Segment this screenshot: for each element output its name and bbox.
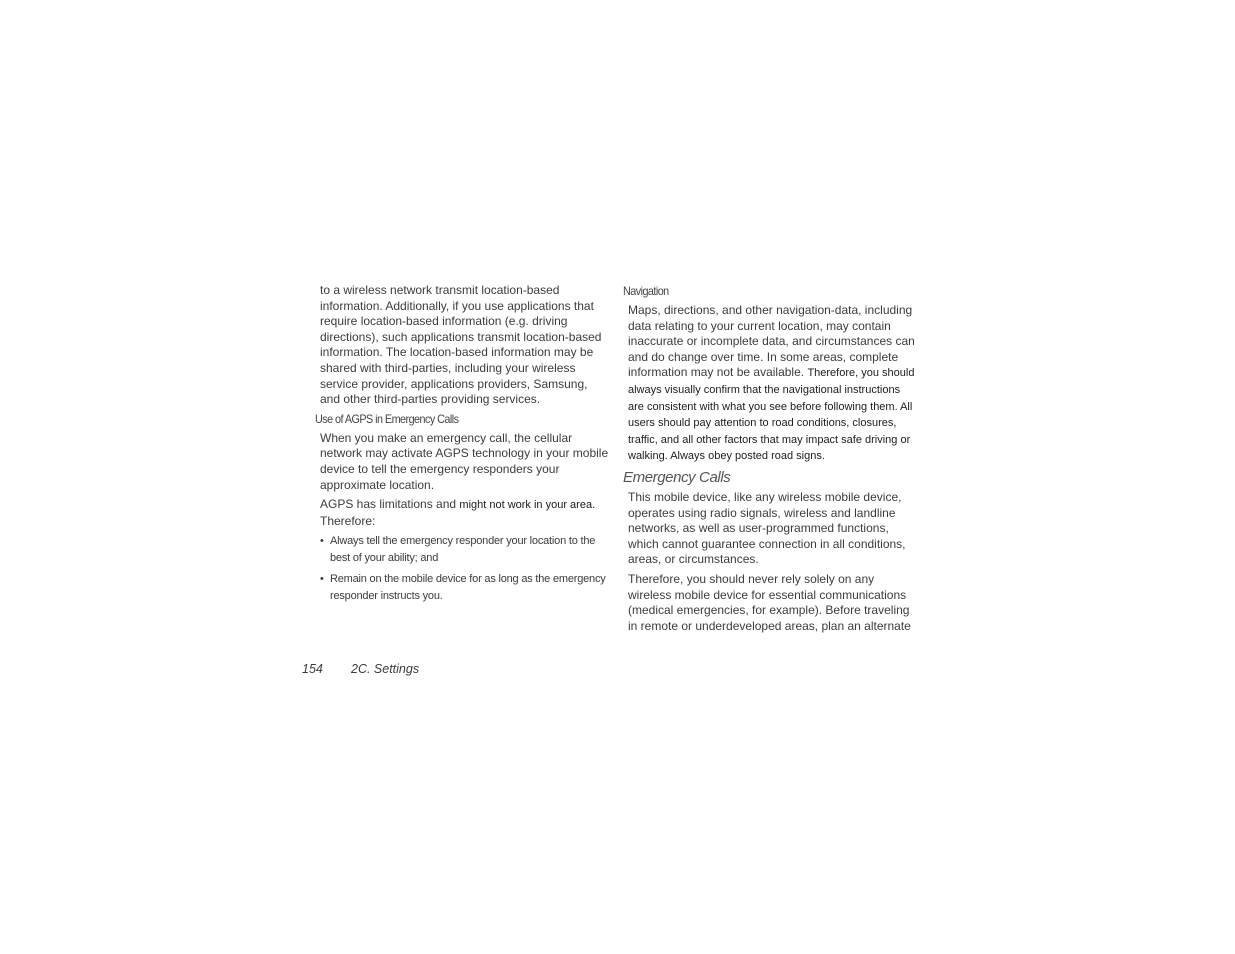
agps-heading: Use of AGPS in Emergency Calls (315, 411, 459, 426)
agps-paragraph-2 (320, 497, 609, 529)
agps-paragraph-2-start: AGPS has limitations and (320, 497, 460, 512)
agps-paragraph-1: When you make an emergency call, the cellular network may activate AGPS technology in your mobile device to tell the emergency responders your approximate location. (320, 430, 609, 492)
page-footer (302, 662, 419, 676)
emergency-calls-title: Emergency Calls (623, 468, 731, 486)
navigation-heading: Navigation (623, 284, 669, 298)
bullet-text: Remain on the mobile device for as long as the emergency responder instructs you. (330, 573, 606, 603)
page-number: 154 (302, 662, 323, 676)
emergency-paragraph-2: Therefore, you should never rely solely on any wireless mobile device for essential communications (medical emergencies, for example). Before traveling in remote or underdeveloped areas, plan an alternate (628, 571, 911, 633)
agps-bullet-list (320, 533, 609, 605)
navigation-paragraph-emphasis: Therefore, you should always visually confirm that the navigational instructions are consistent with what you see before following them. All users should pay attention to road conditions, closures, traffic, and all other factors that may impact safe driving or walking. Always obey posted road signs. (628, 367, 915, 463)
list-item (320, 533, 609, 567)
intro-paragraph: to a wireless network transmit location-based information. Additionally, if you use applications that require location-based information (e.g. driving directions), such applications transmit location-based information. The location-based information may be shared with third-parties, including your wireless service provider, applications providers, Samsung, and other third-parties providing services. (320, 283, 602, 407)
bullet-icon: • (320, 573, 324, 586)
right-column (622, 283, 917, 638)
bullet-icon: • (320, 535, 324, 548)
left-column (314, 283, 609, 609)
section-name: 2C. Settings (351, 662, 420, 676)
navigation-paragraph-start: Maps, directions, and other navigation-data, including data relating to your current location, may contain inaccurate or incomplete data, and circumstances can and do change over time. In some areas, complete information may not be available. (628, 303, 915, 380)
list-item (320, 571, 609, 605)
navigation-paragraph (628, 303, 917, 465)
emergency-paragraph-1: This mobile device, like any wireless mobile device, operates using radio signals, wireless and landline networks, as well as user-programmed functions, which cannot guarantee connection in all conditions, areas, or circumstances. (628, 489, 906, 567)
agps-paragraph-2-emphasis: might not work in your area. (459, 499, 596, 512)
agps-paragraph-2-end: Therefore: (320, 513, 376, 528)
bullet-text: Always tell the emergency responder your location to the best of your ability; and (330, 535, 596, 565)
